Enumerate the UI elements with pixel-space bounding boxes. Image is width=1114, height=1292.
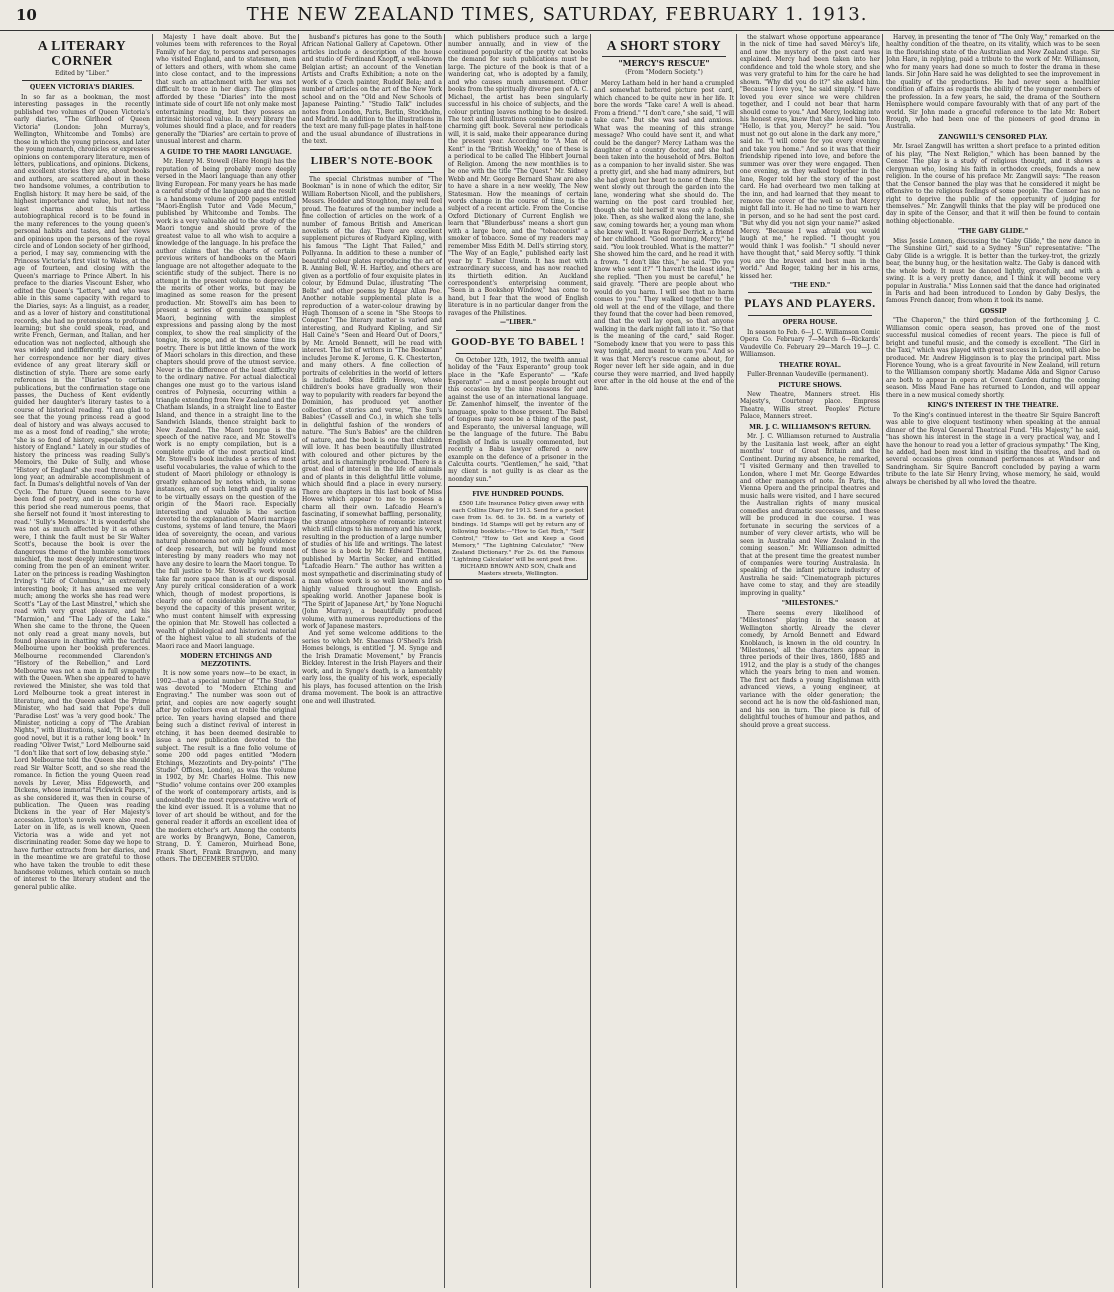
good-bye-babel-article: On October 12th, 1912, the twelfth annual holiday of the "Faux Esperanto" group took place in the "Kafe Esperanto" — "Kafe Esperanto" — and a most people brought out this occasion by the nine reasons for and against the use of an international language. Dr. Zamenhof himself, the inventor of the language, spoke to those present. The Babel of tongues may soon be a thing of the past, and Esperanto, the universal language, will be the language of the future. The Babu English of India is usually commented, but recently a Babu lawyer offered a new example on the defence of a prisoner in the Calcutta courts. "Gentlemen," he said, "that my client is not guilty is as clear as the noonday sun." <box>448 356 588 483</box>
divider <box>602 56 726 57</box>
column-3 <box>302 34 442 1288</box>
column-rule <box>152 34 153 1288</box>
kings-interest-heading: KING'S INTEREST IN THE THEATRE. <box>927 402 1059 410</box>
queen-victoria-article: In so far as a bookman, the most interesting passages in the recently published two volumes of Queen Victoria's early diaries, "The Girlhood of Queen Victoria" (London: John Murray's, Wellington, Whitcombe and Tombs) are those in which the young princess, and later the young monarch, chronicles or expresses opinions on contemporary literature, men of letters, publications, and opinions. Dickens, and excellent stories they are, about books and authors, are scattered about in these two handsome volumes, a contribution to English history. It may here be said, of the highest importance and value, but not the least charms about this artless autobiographical record is to be found in the many references to the young queen's personal habits and tastes, and her views and opinions upon the persons of the royal circle and of London society of her girlhood, a period, I may say, commencing with the Princess Victoria's first visit to Wales, at the age of fourteen, and closing with the Queen's marriage to Prince Albert. In his preface to the diaries Viscount Esher, who edited the Queen's "Letters," and who was able in this same capacity with regard to the Diaries, says: As a linguist, as a reader, and as a lover of history and constitutional records, she had no pretensions to profound learning; but she could speak, read, and write French, German, and Italian, and her education was not neglected, although she was widely and indifferently read, neither her correspondence nor her diary gives evidence of any great literary skill or distinction of style. There are some early references in the "Diaries" to certain publications, but the confirmation stage one passes, the Duchess of Kent evidently guided her daughter's literary tastes to a course of historical reading. "I am glad to see that the young princess read a good deal of history and was always accused to me as a most fond of reading," she wrote; "she is so fond of history, especially of the history of England." Lately in our studies of history the princess was reading Sully's Memoirs, the Duke of Sully, and whose "History of England" she read through in a long year, an admirable accomplishment of fact. In Dumas's delightful novels of Van der Cycle. The future Queen seems to have been fond of poetry, and in the course of this period she read numerous poems, that she herself not found it 'most interesting to read.' 'Sully's Memoirs.' It is wonderful she was not as much affected by it as others were, I think the fault must be Sir Walter Scott's, because the book is over the dangerous theme of the humble sometimes mischief, the most deeply interesting work coming from the pen of an eminent writer. Later on the princess is reading Washington Irving's "Life of Columbus," an extremely interesting book; it has amused me very much; among the works she has read were Scott's "Lay of the Last Minstrel," which she read with very great pleasure, and his "Marmion," and "The Lady of the Lake." When she came to the throne, the Queen not only read a great many novels, but found pleasure in chatting with the tactful Melbourne upon her bookish preferences. Melbourne recommended Clarendon's "History of the Rebellion," and Lord Melbourne was not a man in full sympathy with the Queen. When she appeared to have reviewed the Minister, she was told that Lord Melbourne took a great interest in literature, and the Queen asked the Prime Minister, who had said that Pope's dull 'Paradise Lost' was 'a very good book.' The Minister, noticing a copy of "The Arabian Nights," with illustrations, said, "It is a very good novel, but it is a rather long book." In reading "Oliver Twist," Lord Melbourne said "I don't like that sort of low, debasing style." Lord Melbourne told the Queen she should read Sir Walter Scott, and so she read the romance. In fiction the young Queen read novels by Lever, Miss Edgeworth, and Dickens, whose immortal "Pickwick Papers," as she considered it, was then in course of publication. The Queen was reading Dickens in the year of Her Majesty's accession. Lytton's novels were also read. Later on in life, as is well known, Queen Victoria was a wide and yet not discriminating reader. Some day we hope to have further extracts from her diaries, and in the meantime we are grateful to those who have taken the trouble to edit these handsome volumes, which contain so much of interest to the literary student and the general public alike. <box>14 93 150 891</box>
queen-victoria-subhead: QUEEN VICTORIA'S DIARIES. <box>29 84 135 92</box>
story-title: "MERCY'S RESCUE" <box>618 58 710 68</box>
etchings-heading: MODERN ETCHINGS AND MEZZOTINTS. <box>180 653 272 668</box>
masthead <box>0 0 1114 31</box>
divider <box>748 315 872 316</box>
ad-signature: RICHARD BROWN AND SON, Chalk and Masters streets, Wellington. <box>460 563 576 577</box>
column-short-story <box>594 34 734 1288</box>
gaby-glide-article: Miss Jessie Lonnen, discussing the "Gaby Glide," the new dance in "The Sunshine Girl," said to a Sydney "Sun" representative: "The Gaby Glide is a wriggle. It is better than the turkey-trot, the grizzly bear, the bunny hug, or the hesitation waltz. The Gaby is danced with the whole body. It must be danced lightly, gracefully, and with a swing. It is a very pretty dance, and I think it will become very popular in Australia." Miss Lonnen said that the dance had originated in Paris and had been introduced to London by Gaby Deslys, the famous French dancer, from whom it took its name. <box>886 237 1100 305</box>
picture-shows-heading: PICTURE SHOWS. <box>778 381 842 389</box>
column-rule <box>882 34 883 1288</box>
ad-heading: FIVE HUNDRED POUNDS. <box>472 491 564 499</box>
divider <box>22 80 142 81</box>
column-rule <box>444 34 445 1288</box>
plays-and-players-heading: PLAYS AND PLAYERS. <box>744 298 876 311</box>
theatre-royal-heading: THEATRE ROYAL. <box>778 361 842 369</box>
theatre-royal-listing: Fuller-Brennan Vaudeville (permanent). <box>747 371 869 379</box>
synge-article: And yet some welcome additions to the series to which Mr. Shaemas O'Sheel's Irish Homes belongs, is entitled "J. M. Synge and the Irish Dramatic Movement," by Francis Bickley. Interest in the Irish Players and their work, and in Synge's death, is a lamentably early loss, the quality of his work, especially his plays, has focused attention on the Irish drama movement. The book is an attractive one and well illustrated. <box>302 630 442 705</box>
column-6 <box>740 34 880 1288</box>
story-source: (From "Modern Society.") <box>625 69 703 77</box>
zangwill-heading: ZANGWILL'S CENSORED PLAY. <box>938 133 1048 141</box>
divider <box>310 149 434 150</box>
harvey-article: Harvey, in presenting the tenor of "The Only Way," remarked on the healthy condition of the theatre, on its vitality, which was to be seen in the flourishing state of the Australian and New Zealand stage. Sir John Hare, in replying, paid a tribute to the work of Mr. Williamson, who for many years had done so much to foster the drama in these lands. Sir John Hare said he was delighted to see the improvement in the quality of the productions. He had never seen a healthier condition of affairs as regards the ability of the younger members of the profession. In a few years, he said, the drama of the Southern Hemisphere would compare favourably with that of any part of the world. Sir John made a graceful reference to the late Mr. Robert Brough, who had been one of the pioneers of good drama in Australia. <box>886 34 1100 131</box>
column-7 <box>886 34 1100 1288</box>
diary-advertisement <box>448 486 588 579</box>
column-4 <box>448 34 588 1288</box>
story-body: Mercy Latham held in her hand a crumpled and somewhat battered picture post card, which chanced to be quite new in her life. It bore the words "Take care! A well is ahead. From a friend." "I don't care," she said, "I will take care." But she was sad and anxious. What was the meaning of this strange message? Who could have sent it, and what could be the danger? Mercy Latham was the daughter of a country doctor, and she had been taken into the household of Mrs. Bolton as a companion to her invalid sister. She was a pretty girl, and she had many admirers, but she had given her heart to none of them. She went slowly out through the garden into the lane, wondering what she should do. The warning on the post card troubled her, though she told herself it was only a foolish joke. Then, as she walked along the lane, she saw, coming towards her, a young man whom she knew well. It was Roger Derrick, a friend of her childhood. "Good morning, Mercy," he said. "You look troubled. What is the matter?" She showed him the card, and he read it with a frown. "I don't like this," he said. "Do you know who sent it?" "I haven't the least idea," she replied. "Then you must be careful," he said gravely. "There are people about who would do you harm. I will see that no harm comes to you." They walked together to the old well at the end of the village, and there they found that the cover had been removed, and that the well lay open, so that anyone walking in the dark might fall into it. "So that is the meaning of the card," said Roger. "Somebody knew that you were to pass this way tonight, and meant to warn you." And so it was that Mercy's rescue came about, for Roger never left her side again, and in due course they were married, and lived happily ever after in the old house at the end of the lane. <box>594 79 734 393</box>
column-rule <box>590 34 591 1288</box>
divider <box>456 330 580 331</box>
divider <box>310 172 434 173</box>
gossip-article: "The Chaperon," the third production of the forthcoming J. C. Williamson comic opera season, has proved one of the most successful musical comedies of recent years. The piece is full of bright and tuneful music, and the comedy is excellent. "The Girl in the Taxi," which was played with great success in London, will also be produced. Mr. Andrew Higginson is to play the principal part. Miss Florence Young, who is a great favourite in New Zealand, will return to the Williamson company shortly. Madame Alda and Signor Caruso are both to appear in opera at Covent Garden during the coming season. Miss Maud Fane has returned to London, and will appear there in a new musical comedy shortly. <box>886 317 1100 399</box>
notebook-continued: which publishers produce such a large number annually, and in view of the continued popularity of the pretty cat books the demand for such publications must be large. The picture of the book is that of a wandering cat, who is adopted by a family, and who causes much amusement. Other books from the spiritually diverse pen of A. C. Michael, the artist has been singularly successful in his choice of subjects, and the colour printing leaves nothing to be desired. The text and illustrations combine to make a charming gift book. Several new periodicals will, it is said, make their appearance during the present year. According to "A Man of Kent" in the "British Weekly," one of these is a periodical to be called The Hibbert Journal of Religion. Among the new monthlies is to be one with the title "The Quest." Mr. Sidney Webb and Mr. George Bernard Shaw are also to have a share in a new weekly, The New Statesman. How the meanings of certain words change in the course of time, is the subject of a recent article. From the Concise Oxford Dictionary of Current English we learn that "Blunderbuss" means a short gun with a large bore, and the "tobacconist" a smoker of tobacco. Some of my readers may remember Miss Edith M. Dell's stirring story, "The Way of an Eagle," published early last year by T. Fisher Unwin. It has met with extraordinary success, and has now reached its thirtieth edition. An Auckland correspondent's enterprising comment, "Seen in a Bookshop Window," has come to hand, but I fear that the wood of English literature is in no particular danger from the ravages of the Philistines. <box>448 34 588 317</box>
williamson-return-article: Mr. J. C. Williamson returned to Australia by the Lusitania last week, after an eight months' tour of Great Britain and the Continent. During my absence, he remarked, "I visited Germany and then travelled to London, where I met Mr. George Edwardes and other managers of note. In Paris, the Vienna Opera and the principal theatres and music halls were visited, and I have secured the Australian rights of many musical comedies and dramatic successes, and these will be produced in due course. I was fortunate in securing the services of a number of very clever artists, who will be seen in Australia and New Zealand in the coming season." Mr. Williamson admitted that at the present time the greatest number of companies were touring Australasia. In speaking of the infant picture industry of Australia he said: "Cinematograph pictures have come to stay, and they are steadily improving in quality." <box>740 433 880 597</box>
zangwill-article: Mr. Israel Zangwill has written a short preface to a printed edition of his play, "The Next Religion," which has been banned by the Censor. The play is a study of religious thought, and it shows a clergyman who, losing his faith in orthodox creeds, founds a new religion. In the course of his preface Mr. Zangwill says: "The reason that the Censor banned the play was that he considered it might be offensive to the religious feelings of some people. The Censor has no right to deprive the public of the opportunity of judging for themselves." Mr. Zangwill thinks that the play will be produced one day in spite of the Censor, and that it will then be found to contain nothing objectionable. <box>886 143 1100 225</box>
short-story-heading: A SHORT STORY <box>606 38 722 53</box>
milestones-article: There seems every likelihood of "Milestones" playing in the season at Wellington shortly. Already the clever comedy, by Arnold Bennett and Edward Knoblauch, is known in the old country. In 'Milestones,' all the characters appear in three periods of their lives, 1860, 1885 and 1912, and the play is a study of the changes which the years bring to men and women. The first act finds a young Englishman with advanced views, a young engineer, at variance with the older generation; the second act he is now the old-fashioned man, and his son in turn. The piece is full of delightful touches of humour and pathos, and should prove a great success. <box>740 609 880 729</box>
gaby-glide-heading: "THE GABY GLIDE." <box>957 228 1029 236</box>
good-bye-babel-heading: GOOD-BYE TO BABEL ! <box>451 335 585 348</box>
literary-corner-byline: Edited by "Liber." <box>55 70 109 77</box>
column-literary-corner <box>14 34 150 1288</box>
divider <box>748 292 872 293</box>
divider <box>456 353 580 354</box>
gossip-heading: GOSSIP <box>979 307 1007 315</box>
page-number: 10 <box>16 6 37 24</box>
picture-shows-listings: New Theatre, Manners street. His Majesty's, Courtenay place. Empress Theatre, Willis street. Peoples' Picture Palace, Manners street. <box>740 391 880 421</box>
story-end: "THE END." <box>789 281 831 289</box>
opera-house-heading: OPERA HOUSE. <box>782 319 838 327</box>
column-rule <box>736 34 737 1288</box>
liber-signoff: —"LIBER." <box>500 319 536 327</box>
kings-interest-article: To the King's continued interest in the theatre Sir Squire Bancroft was able to give eloquent testimony when speaking at the annual dinner of the Royal General Theatrical Fund. "His Majesty," he said, "has shown his interest in the stage in a very practical way, and I have the honour to read you a letter of gracious sympathy." The King, he added, had been most kind in visiting the theatres, and had on several occasions given command performances at Windsor and Sandringham. Sir Squire Bancroft concluded by paying a warm tribute to the late Sir Henry Irving, whose memory, he said, would always be cherished by all who loved the theatre. <box>886 411 1100 486</box>
column-2 <box>156 34 296 1288</box>
literary-corner-heading: A LITERARY CORNER <box>37 38 127 68</box>
opera-house-listings: In season to Feb. 6—J. C. Williamson Comic Opera Co. February 7—March 6—Rickards' Vaudeville Co. February 29—March 19—J. C. Williamson. <box>740 328 880 359</box>
maori-guide-heading: A GUIDE TO THE MAORI LANGUAGE. <box>160 148 292 156</box>
column-rule <box>298 34 299 1288</box>
ad-body: £500 Life Insurance Policy given away with each Collins Diary for 1913. Send for a pocket case from 1s. 6d. to 3s. 6d. in a variety of bindings. 1d Stamps will get by return any of following booklets:—"How to Get Rich," "Self Control," "How to Get and Keep a Good Memory," "The Lightning Calculator," "New Zealand Dictionary." For 2s. 6d. the Famous 'Lightning Calculator' will be sent post free. <box>452 500 584 563</box>
libers-notebook-article: The special Christmas number of "The Bookman" is in none of which the editor, Sir William Robertson Nicoll, and the publishers, Messrs. Hodder and Stoughton, may well feel proud. The features of the number include a fine collection of articles on the work of a number of famous British and American novelists of the day. There are excellent supplement pictures of Rudyard Kipling, with his famous "The Light That Failed," and Pollyanna. In addition to these a number of beautiful colour plates reproducing the art of R. Anning Bell, W. H. Hartley, and others are given as a portfolio of four exquisite plates in colour, by Edmund Dulac, illustrating "The Bells" and other poems by Edgar Allan Poe. Another notable supplemental plate is a reproduction of a water-colour drawing by Hugh Thomson of a scene in "She Stoops to Conquer." The literary matter is varied and interesting, and Rudyard Kipling, and Sir Hall Caine's "Seen and Heard Out of Doors," by Mr. Arnold Bennett, will be read with interest. The list of writers in "The Bookman" includes Jerome K. Jerome, G. K. Chesterton, and many others. A fine collection of portraits of celebrities in the world of letters is included. Miss Edith Howes, whose children's books have gradually won their way to popularity with readers far beyond the Dominion, has produced yet another collection of stories and verse, "The Sun's Babies" (Cassell and Co.), in which she tells in delightful fashion of the wonders of nature. "The Sun's Babies" are the children of nature, and the book is one that children will love. It has been beautifully illustrated with coloured and other pictures by the artist, and is charmingly produced. There is a great deal of interest in the life of animals and of plants in this delightful little volume, which should find a place in every nursery. There are chapters in this last book of Miss Howes which appear to me to possess a charm all their own. Lafcadio Hearn's fascinating, if somewhat baffling, personality, the strange atmosphere of romantic interest which still clings to his memory and his work, resulting in the production of a large number of studies of his life and writings. The latest of these is a book by Mr. Edward Thomas, published by Martin Secker, and entitled "Lafcadio Hearn." The author has written a most sympathetic and discriminating study of a man whose work is so well known and so highly valued throughout the English-speaking world. Another Japanese book is "The Spirit of Japanese Art," by Yone Noguchi (John Murray), a beautifully produced volume, with numerous reproductions of the work of Japanese masters. <box>302 175 442 630</box>
story-continued: the stalwart whose opportune appearance in the nick of time had saved Mercy's life, and now the mystery of the post card was explained. Mercy had been taken into her confidence and told the whole story, and she was very grateful to him for the care he had shown. "Why did you do it?" she asked him. "Because I love you," he said simply. "I have loved you ever since we were children together, and I could not bear that harm should come to you." And Mercy, looking into his honest eyes, knew that she loved him too. "Hello, is that you, Mercy?" he said. "You must not go out alone in the dark any more," said he. "I will come for you every evening and take you home." And so it was that their friendship ripened into love, and before the summer was over they were engaged. Then one evening, as they walked together in the lane, Roger told her the story of the post card. He had overheard two men talking at the inn, and had learned that they meant to remove the cover of the well so that Mercy might fall into it. He had no time to warn her in person, and so he had sent the post card. "But why did you not sign your name?" asked Mercy. "Because I was afraid you would laugh at me," he replied. "I thought you would think I was foolish." "I should never have thought that," said Mercy softly. "I think you are the bravest and best man in the world." And Roger, taking her in his arms, kissed her. <box>740 34 880 280</box>
milestones-heading: "MILESTONES." <box>781 600 839 608</box>
williamson-return-heading: MR. J. C. WILLIAMSON'S RETURN. <box>749 423 871 431</box>
maori-guide-article: Mr. Henry M. Stowell (Hare Hongi) has the reputation of being probably more deeply versed in the Maori language than any other living European. For many years he has made a careful study of the language and the result is a handsome volume of 200 pages entitled "Maori-English Tutor and Vade Mecum," published by Whitcombe and Tombs. The work is a very valuable aid to the study of the Maori tongue and should prove of the greatest value to all who wish to acquire a knowledge of the language. In his preface the author claims that the charts of certain previous writers of handbooks on the Maori language are not altogether adequate to the scientific study of the subject. There is no attempt in the present volume to depreciate the merits of other works, but may be imagined as some reason for the present production. Mr. Stowell's aim has been to present a series of genuine examples of Maori, beginning with the simplest expressions and passing along by the most complex, to show the real simplicity of the tongue, its scope, and at the same time its poetry. There is but little known of the work of Maori scholars in this direction, and these chapters should prove of the utmost service. Never is the difference of the least difficulty to the ordinary native. For actual dialectical changes one must go to the various island centres of Polynesia, occurring within a triangle extending from New Zealand and the Chatham Islands, in a straight line to Easter Island, and thence in a straight line to the Sandwich Islands, thence straight back to New Zealand. The Maori tongue is the speech of the native race, and Mr. Stowell's work is no empty compilation, but is a complete guide of the most practical kind. Mr. Stowell's book includes a series of most useful vocabularies, the value of which to the student of Maori philology or ethnology is greatly enhanced by notes which, in some instances, are of such length and quality as to be virtually essays on the question of the origin of the Maori race. Especially interesting and valuable is the section devoted to the explanation of Maori marriage customs, systems of land tenure, the Maori idea of sovereignty, the ocean, and various natural phenomena not only highly evidence of deep research, but will be found most interesting by many readers who may not have any desire to learn the Maori tongue. To the full justice to Mr. Stowell's work would take far more space than is at our disposal. Any purely critical consideration of a work which, though of modest proportions, is clearly one of considerable importance, is beyond the capacity of this present writer, who must content himself with expressing the opinion that Mr. Stowell has collected a wealth of philological and historical material of the highest value to all students of the Maori race and Maori language. <box>156 158 296 650</box>
etchings-article: It is now some years now—to be exact, in 1902—that a special number of "The Studio" was devoted to "Modern Etching and Engraving." The number was soon out of print, and copies are now eagerly sought after by collectors even at treble the original price. Ten years having elapsed and there being such a distinct revival of interest in etching, it has been deemed desirable to issue a new publication devoted to the subject. The result is a fine folio volume of some 200 odd pages entitled "Modern Etchings, Mezzotints and Dry-points" ("The Studio" Offices, London), as was the volume in 1902, by Mr. Charles Holme. This new "Studio" volume contains over 200 examples of the work of contemporary artists, and is undoubtedly the most representative work of the kind ever issued. It is a volume that no lover of art should be without, and for the general reader it affords an excellent idea of the modern etcher's art. Among the contents are works by Brangwyn, Bone, Cameron, Strang, D. Y. Cameron, Muirhead Bone, Frank Short, Frank Brangwyn, and many others. The DECEMBER STUDIO. <box>156 670 296 864</box>
studio-article-continued: husband's pictures has gone to the South African National Gallery at Capetown. Other articles include a description of the house and studio of Ferdinand Knopff, a well-known Belgian artist; an account of the Venetian Artists and Crafts Exhibition; a note on the work of a Czech painter, Rudolf Bela; and a number of articles on the art of the New York school and on the "Old and New Schools of Japanese Painting." "Studio Talk" includes notes from London, Paris, Berlin, Stockholm, and Madrid. In addition to the illustrations in the text are many full-page plates in half-tone and the usual abundance of illustrations in the text. <box>302 34 442 146</box>
libers-notebook-heading: LIBER'S NOTE-BOOK <box>310 154 434 167</box>
newspaper-title: THE NEW ZEALAND TIMES, SATURDAY, FEBRUARY 1. 1913. <box>246 4 868 25</box>
diaries-conclusion: Majesty I have dealt above. But the volumes teem with references to the Royal Family of her day, to persons and personages who visited England, and to statesmen, men of letters and others, with whom she came into close contact, and to the impressions that such an attachment with her was not difficult to trace in her diary. The glimpses afforded by these "Diaries" into the most intimate side of court life not only make most entertaining reading, but they possess an intrinsic historical value. In every library the volumes should find a place, and for readers generally the "Diaries" are certain to prove of unusual interest and charm. <box>156 34 296 146</box>
